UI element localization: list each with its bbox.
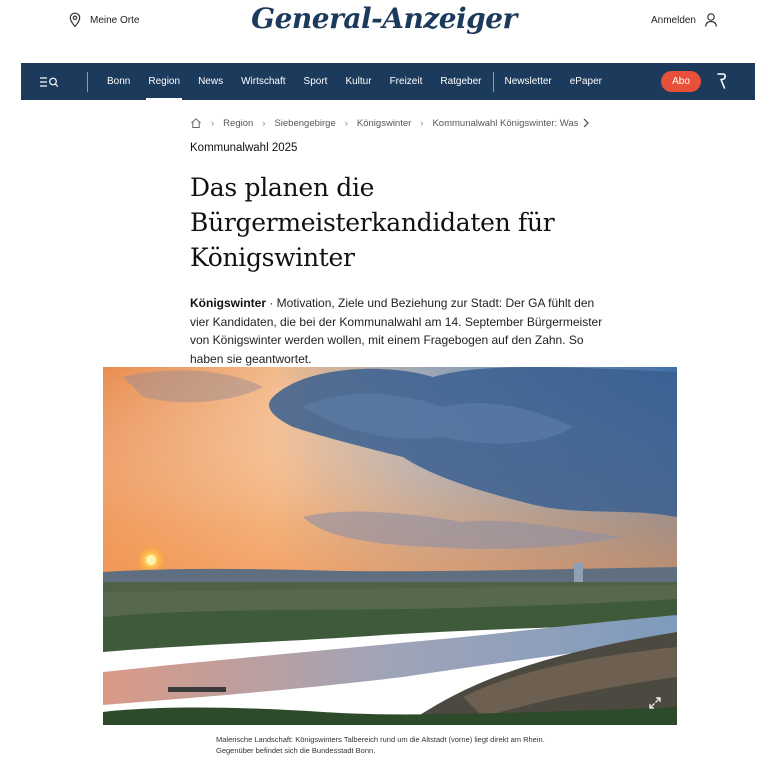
breadcrumb-item[interactable]: Region [223,117,254,129]
breadcrumb-item[interactable]: Königswinter [356,117,412,129]
hero-image[interactable] [103,367,677,725]
landscape-photo [103,367,677,725]
r-logo-icon[interactable] [715,72,727,90]
nav-items [98,63,611,100]
menu-search-button[interactable] [21,63,77,100]
nav-item-bonn[interactable]: Bonn [107,76,131,87]
article-kicker: Kommunalwahl 2025 [190,142,298,154]
login-label: Anmelden [650,14,696,26]
nav-item-wirtschaft[interactable]: Wirtschaft [241,76,286,87]
abo-button[interactable]: Abo [661,71,701,92]
site-logo[interactable]: General-Anzeiger [251,2,517,35]
nav-divider [87,72,88,92]
nav-item-sport[interactable]: Sport [303,76,328,87]
breadcrumb-item[interactable]: Kommunalwahl Königswinter: Was [432,117,579,129]
nav-item-freizeit[interactable]: Freizeit [389,76,423,87]
teaser-location: Königswinter [190,296,267,310]
breadcrumb-separator: › [262,117,266,129]
breadcrumb-separator: › [211,117,215,129]
nav-item-ratgeber[interactable]: Ratgeber [440,76,482,87]
breadcrumb [190,117,610,129]
teaser-text: · Motivation, Ziele und Beziehung zur Stadt: Der GA fühlt den vier Kandidaten, die bei der Kommunalwahl am 14. September Bürgermeister von Königswinter werden wollen, mit einem Fragebogen auf den Zahn. So haben sie geantwortet. [190,296,603,366]
login-link[interactable] [651,12,718,28]
breadcrumb-separator: › [420,117,424,129]
menu-search-icon [39,76,59,88]
article-title: Das planen die Bürgermeisterkandidaten für Königswinter [190,173,555,272]
top-bar [0,0,768,48]
nav-item-region[interactable]: Region [139,63,189,100]
chevron-right-icon[interactable] [582,118,590,128]
main-navigation [21,63,755,100]
user-icon [704,12,718,28]
nav-item-epaper[interactable]: ePaper [569,76,602,87]
image-caption: Malerische Landschaft: Königswinters Talbereich rund um die Altstadt (vorne) liegt direkt am Rhein. Gegenüber befindet sich die Bundesstadt Bonn. [216,735,545,755]
nav-item-kultur[interactable]: Kultur [345,76,372,87]
meine-orte-label: Meine Orte [90,14,140,26]
breadcrumb-separator: › [344,117,348,129]
expand-icon[interactable] [647,695,663,711]
breadcrumb-item[interactable]: Siebengebirge [274,117,336,129]
nav-divider [493,72,494,92]
nav-item-newsletter[interactable]: Newsletter [504,76,552,87]
home-icon[interactable] [190,117,202,129]
nav-item-news[interactable]: News [198,76,224,87]
article-teaser [190,294,610,368]
